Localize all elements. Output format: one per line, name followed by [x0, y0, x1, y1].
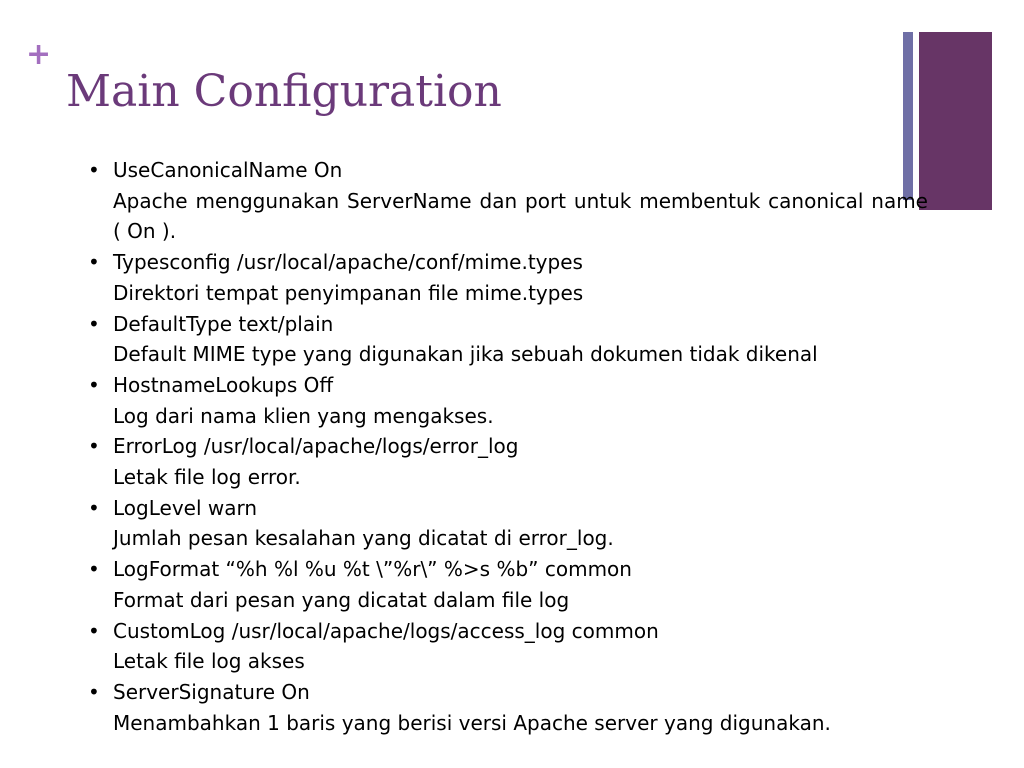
item-description: Log dari nama klien yang mengakses. — [113, 403, 494, 428]
bullet-icon: • — [88, 495, 100, 520]
bullet-icon: • — [88, 557, 100, 582]
list-item — [88, 155, 928, 247]
item-description: Jumlah pesan kesalahan yang dicatat di error_log. — [113, 526, 614, 551]
item-title: DefaultType text/plain — [113, 311, 334, 336]
bullet-icon: • — [88, 158, 100, 182]
slide-title: Main Configuration — [66, 66, 502, 117]
list-item — [88, 370, 928, 431]
item-description: Menambahkan 1 baris yang berisi versi Apache server yang digunakan. — [113, 710, 831, 735]
item-description: Format dari pesan yang dicatat dalam file log — [113, 587, 570, 612]
item-description: Default MIME type yang digunakan jika sebuah dokumen tidak dikenal — [113, 342, 818, 367]
decorative-bar-thick — [919, 32, 992, 210]
list-item — [88, 554, 928, 615]
item-description: Direktori tempat penyimpanan file mime.types — [113, 280, 584, 305]
item-title: ServerSignature On — [113, 679, 310, 704]
bullet-icon: • — [88, 618, 100, 643]
list-item — [88, 431, 928, 492]
bullet-icon: • — [88, 372, 100, 397]
item-title: Typesconfig /usr/local/apache/conf/mime.types — [113, 250, 583, 275]
list-item — [88, 616, 928, 677]
list-item — [88, 677, 928, 738]
bullet-icon: • — [88, 250, 100, 275]
item-description: Letak file log akses — [113, 649, 305, 674]
item-title: LogFormat “%h %l %u %t \”%r\” %>s %b” common — [113, 557, 632, 582]
bullet-icon: • — [88, 434, 100, 459]
list-item — [88, 247, 928, 308]
config-list — [88, 155, 928, 738]
item-description: Apache menggunakan ServerName dan port untuk membentuk canonical name ( On ). — [113, 188, 928, 244]
item-title: CustomLog /usr/local/apache/logs/access_log common — [113, 618, 659, 643]
item-description: Letak file log error. — [113, 465, 301, 490]
item-title: UseCanonicalName On — [113, 158, 343, 182]
bullet-icon: • — [88, 679, 100, 704]
item-title: LogLevel warn — [113, 495, 258, 520]
item-title: HostnameLookups Off — [113, 372, 334, 397]
item-title: ErrorLog /usr/local/apache/logs/error_log — [113, 434, 519, 459]
bullet-icon: • — [88, 311, 100, 336]
list-item — [88, 493, 928, 554]
list-item — [88, 309, 928, 370]
plus-icon: + — [26, 37, 52, 72]
